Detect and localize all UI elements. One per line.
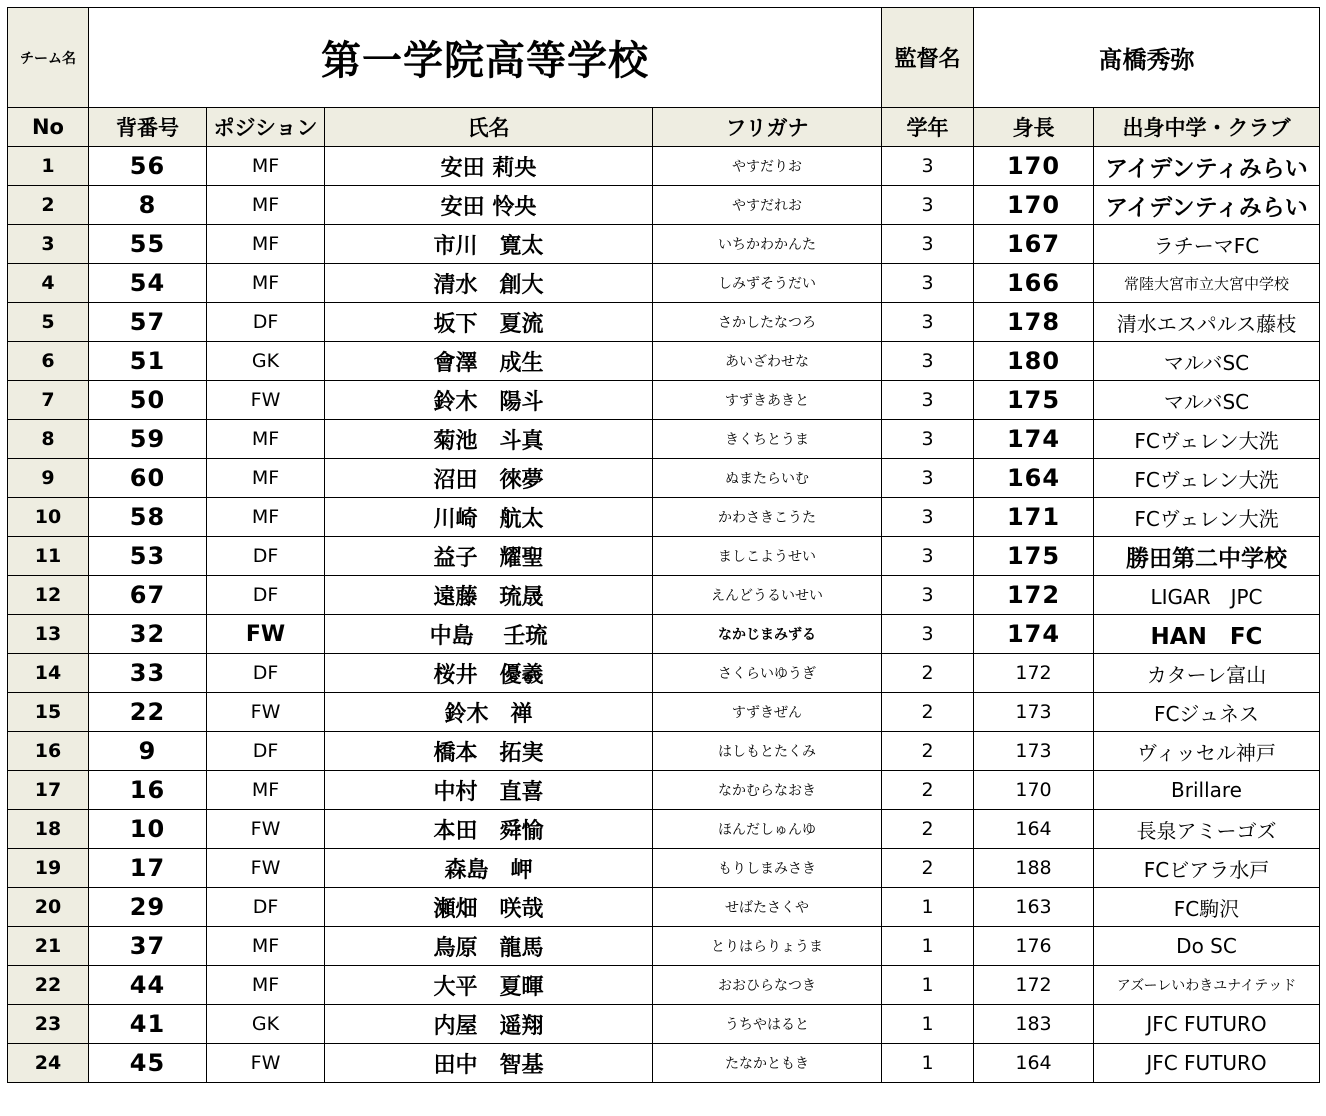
player-position: GK — [207, 1005, 325, 1044]
player-kana: やすだりお — [653, 147, 882, 186]
player-grade: 3 — [882, 381, 974, 420]
jersey-number: 51 — [89, 342, 207, 381]
column-header-height: 身長 — [974, 108, 1094, 147]
player-kana: きくちとうま — [653, 420, 882, 459]
player-kana: はしもとたくみ — [653, 732, 882, 771]
column-header-no: No — [8, 108, 89, 147]
player-position: GK — [207, 342, 325, 381]
player-height: 166 — [974, 264, 1094, 303]
jersey-number: 53 — [89, 537, 207, 576]
player-name: 中村 直喜 — [325, 771, 653, 810]
player-kana: たなかともき — [653, 1044, 882, 1083]
table-row — [8, 576, 1320, 615]
player-no: 3 — [8, 225, 89, 264]
player-name: 坂下 夏流 — [325, 303, 653, 342]
player-height: 176 — [974, 927, 1094, 966]
player-kana: えんどうるいせい — [653, 576, 882, 615]
table-row — [8, 732, 1320, 771]
jersey-number: 33 — [89, 654, 207, 693]
player-club: JFC FUTURO — [1094, 1044, 1320, 1083]
jersey-number: 44 — [89, 966, 207, 1005]
player-club: アズーレいわきユナイテッド — [1094, 966, 1320, 1005]
player-no: 11 — [8, 537, 89, 576]
player-name: 益子 耀聖 — [325, 537, 653, 576]
player-no: 17 — [8, 771, 89, 810]
table-row — [8, 693, 1320, 732]
player-club: FC駒沢 — [1094, 888, 1320, 927]
player-height: 164 — [974, 1044, 1094, 1083]
player-position: DF — [207, 576, 325, 615]
player-no: 22 — [8, 966, 89, 1005]
header-row — [8, 8, 1320, 108]
player-no: 9 — [8, 459, 89, 498]
player-club: FCヴェレン大洗 — [1094, 498, 1320, 537]
player-grade: 2 — [882, 732, 974, 771]
player-club: ラチーマFC — [1094, 225, 1320, 264]
player-grade: 3 — [882, 576, 974, 615]
player-kana: もりしまみさき — [653, 849, 882, 888]
player-club: FCビアラ水戸 — [1094, 849, 1320, 888]
player-height: 163 — [974, 888, 1094, 927]
player-name: 森島 岬 — [325, 849, 653, 888]
player-position: MF — [207, 225, 325, 264]
player-no: 16 — [8, 732, 89, 771]
player-position: MF — [207, 927, 325, 966]
player-name: 安田 莉央 — [325, 147, 653, 186]
player-no: 14 — [8, 654, 89, 693]
player-height: 172 — [974, 654, 1094, 693]
player-name: 鈴木 禅 — [325, 693, 653, 732]
player-position: MF — [207, 264, 325, 303]
player-no: 1 — [8, 147, 89, 186]
player-position: MF — [207, 147, 325, 186]
table-row — [8, 147, 1320, 186]
player-height: 164 — [974, 459, 1094, 498]
player-grade: 2 — [882, 810, 974, 849]
player-height: 171 — [974, 498, 1094, 537]
player-height: 174 — [974, 420, 1094, 459]
column-header-row — [8, 108, 1320, 147]
player-club: 常陸大宮市立大宮中学校 — [1094, 264, 1320, 303]
player-position: MF — [207, 771, 325, 810]
coach-name: 髙橋秀弥 — [974, 8, 1320, 108]
player-kana: なかむらなおき — [653, 771, 882, 810]
column-header-name: 氏名 — [325, 108, 653, 147]
jersey-number: 29 — [89, 888, 207, 927]
player-name: 内屋 遥翔 — [325, 1005, 653, 1044]
player-name: 遠藤 琉晟 — [325, 576, 653, 615]
column-header-number: 背番号 — [89, 108, 207, 147]
player-kana: うちやはると — [653, 1005, 882, 1044]
table-row — [8, 225, 1320, 264]
player-position: MF — [207, 459, 325, 498]
player-height: 173 — [974, 693, 1094, 732]
player-name: 鈴木 陽斗 — [325, 381, 653, 420]
table-row — [8, 186, 1320, 225]
table-row — [8, 264, 1320, 303]
player-no: 23 — [8, 1005, 89, 1044]
player-grade: 3 — [882, 420, 974, 459]
team-label: チーム名 — [8, 8, 89, 108]
player-club: JFC FUTURO — [1094, 1005, 1320, 1044]
player-grade: 3 — [882, 615, 974, 654]
player-club: FCジュネス — [1094, 693, 1320, 732]
player-grade: 1 — [882, 927, 974, 966]
player-grade: 3 — [882, 537, 974, 576]
table-row — [8, 342, 1320, 381]
player-club: アイデンティみらい — [1094, 147, 1320, 186]
player-height: 170 — [974, 147, 1094, 186]
player-kana: かわさきこうた — [653, 498, 882, 537]
player-grade: 2 — [882, 771, 974, 810]
player-name: 中島 壬琉 — [325, 615, 653, 654]
player-position: DF — [207, 537, 325, 576]
player-name: 橋本 拓実 — [325, 732, 653, 771]
school-name: 第一学院高等学校 — [89, 8, 882, 108]
player-kana: ましこようせい — [653, 537, 882, 576]
table-row — [8, 966, 1320, 1005]
roster-table — [7, 7, 1320, 1083]
jersey-number: 45 — [89, 1044, 207, 1083]
player-no: 2 — [8, 186, 89, 225]
player-club: LIGAR JPC — [1094, 576, 1320, 615]
player-height: 175 — [974, 381, 1094, 420]
player-position: DF — [207, 888, 325, 927]
player-position: FW — [207, 693, 325, 732]
player-kana: ぬまたらいむ — [653, 459, 882, 498]
jersey-number: 67 — [89, 576, 207, 615]
player-kana: なかじまみずる — [653, 615, 882, 654]
player-no: 8 — [8, 420, 89, 459]
player-grade: 3 — [882, 264, 974, 303]
player-grade: 1 — [882, 888, 974, 927]
player-grade: 3 — [882, 303, 974, 342]
player-no: 20 — [8, 888, 89, 927]
player-club: Do SC — [1094, 927, 1320, 966]
player-grade: 3 — [882, 342, 974, 381]
player-club: 勝田第二中学校 — [1094, 537, 1320, 576]
jersey-number: 56 — [89, 147, 207, 186]
table-row — [8, 303, 1320, 342]
table-row — [8, 615, 1320, 654]
player-grade: 3 — [882, 498, 974, 537]
player-no: 18 — [8, 810, 89, 849]
player-height: 188 — [974, 849, 1094, 888]
table-row — [8, 654, 1320, 693]
player-position: DF — [207, 732, 325, 771]
player-height: 172 — [974, 966, 1094, 1005]
table-row — [8, 498, 1320, 537]
player-no: 7 — [8, 381, 89, 420]
player-position: FW — [207, 810, 325, 849]
table-row — [8, 420, 1320, 459]
player-no: 12 — [8, 576, 89, 615]
player-club: 清水エスパルス藤枝 — [1094, 303, 1320, 342]
coach-label: 監督名 — [882, 8, 974, 108]
table-row — [8, 1005, 1320, 1044]
table-row — [8, 849, 1320, 888]
player-grade: 2 — [882, 693, 974, 732]
player-grade: 1 — [882, 1044, 974, 1083]
player-club: 長泉アミーゴズ — [1094, 810, 1320, 849]
jersey-number: 17 — [89, 849, 207, 888]
jersey-number: 32 — [89, 615, 207, 654]
player-club: アイデンティみらい — [1094, 186, 1320, 225]
player-grade: 3 — [882, 186, 974, 225]
table-row — [8, 381, 1320, 420]
player-grade: 3 — [882, 459, 974, 498]
table-row — [8, 537, 1320, 576]
player-name: 大平 夏暉 — [325, 966, 653, 1005]
column-header-position: ポジション — [207, 108, 325, 147]
player-height: 174 — [974, 615, 1094, 654]
player-no: 10 — [8, 498, 89, 537]
player-name: 安田 怜央 — [325, 186, 653, 225]
player-kana: せばたさくや — [653, 888, 882, 927]
jersey-number: 55 — [89, 225, 207, 264]
player-name: 田中 智基 — [325, 1044, 653, 1083]
player-grade: 2 — [882, 654, 974, 693]
player-position: MF — [207, 966, 325, 1005]
jersey-number: 16 — [89, 771, 207, 810]
player-height: 178 — [974, 303, 1094, 342]
jersey-number: 37 — [89, 927, 207, 966]
player-height: 183 — [974, 1005, 1094, 1044]
player-grade: 3 — [882, 147, 974, 186]
player-kana: ほんだしゅんゆ — [653, 810, 882, 849]
player-height: 164 — [974, 810, 1094, 849]
player-name: 清水 創大 — [325, 264, 653, 303]
player-no: 19 — [8, 849, 89, 888]
player-no: 13 — [8, 615, 89, 654]
jersey-number: 60 — [89, 459, 207, 498]
player-kana: すずきぜん — [653, 693, 882, 732]
player-height: 173 — [974, 732, 1094, 771]
player-name: 市川 寛太 — [325, 225, 653, 264]
player-kana: さかしたなつろ — [653, 303, 882, 342]
player-position: FW — [207, 1044, 325, 1083]
player-name: 本田 舜愉 — [325, 810, 653, 849]
player-name: 桜井 優羲 — [325, 654, 653, 693]
player-club: FCヴェレン大洗 — [1094, 459, 1320, 498]
table-row — [8, 888, 1320, 927]
table-row — [8, 771, 1320, 810]
player-position: FW — [207, 381, 325, 420]
player-position: FW — [207, 849, 325, 888]
player-kana: あいざわせな — [653, 342, 882, 381]
jersey-number: 41 — [89, 1005, 207, 1044]
player-no: 6 — [8, 342, 89, 381]
player-no: 24 — [8, 1044, 89, 1083]
column-header-club: 出身中学・クラブ — [1094, 108, 1320, 147]
player-kana: しみずそうだい — [653, 264, 882, 303]
player-height: 180 — [974, 342, 1094, 381]
column-header-kana: フリガナ — [653, 108, 882, 147]
player-grade: 1 — [882, 966, 974, 1005]
column-header-grade: 学年 — [882, 108, 974, 147]
player-position: MF — [207, 498, 325, 537]
player-height: 172 — [974, 576, 1094, 615]
player-position: DF — [207, 303, 325, 342]
jersey-number: 8 — [89, 186, 207, 225]
player-kana: やすだれお — [653, 186, 882, 225]
player-name: 沼田 徠夢 — [325, 459, 653, 498]
player-club: HAN FC — [1094, 615, 1320, 654]
jersey-number: 50 — [89, 381, 207, 420]
player-club: Brillare — [1094, 771, 1320, 810]
player-grade: 1 — [882, 1005, 974, 1044]
player-height: 167 — [974, 225, 1094, 264]
player-grade: 3 — [882, 225, 974, 264]
player-height: 175 — [974, 537, 1094, 576]
jersey-number: 22 — [89, 693, 207, 732]
player-club: ヴィッセル神戸 — [1094, 732, 1320, 771]
player-no: 21 — [8, 927, 89, 966]
jersey-number: 59 — [89, 420, 207, 459]
player-kana: おおひらなつき — [653, 966, 882, 1005]
player-height: 170 — [974, 771, 1094, 810]
player-position: MF — [207, 186, 325, 225]
player-name: 會澤 成生 — [325, 342, 653, 381]
table-row — [8, 810, 1320, 849]
table-row — [8, 459, 1320, 498]
player-kana: とりはらりょうま — [653, 927, 882, 966]
player-position: MF — [207, 420, 325, 459]
player-kana: すずきあきと — [653, 381, 882, 420]
player-club: マルバSC — [1094, 381, 1320, 420]
player-kana: さくらいゆうぎ — [653, 654, 882, 693]
jersey-number: 54 — [89, 264, 207, 303]
player-grade: 2 — [882, 849, 974, 888]
player-name: 鳥原 龍馬 — [325, 927, 653, 966]
player-kana: いちかわかんた — [653, 225, 882, 264]
table-row — [8, 1044, 1320, 1083]
player-name: 川崎 航太 — [325, 498, 653, 537]
jersey-number: 10 — [89, 810, 207, 849]
player-position: DF — [207, 654, 325, 693]
jersey-number: 9 — [89, 732, 207, 771]
player-club: カターレ富山 — [1094, 654, 1320, 693]
player-name: 菊池 斗真 — [325, 420, 653, 459]
player-club: FCヴェレン大洗 — [1094, 420, 1320, 459]
table-row — [8, 927, 1320, 966]
player-club: マルバSC — [1094, 342, 1320, 381]
player-height: 170 — [974, 186, 1094, 225]
player-no: 4 — [8, 264, 89, 303]
jersey-number: 57 — [89, 303, 207, 342]
player-position: FW — [207, 615, 325, 654]
player-no: 15 — [8, 693, 89, 732]
player-name: 瀬畑 咲哉 — [325, 888, 653, 927]
player-no: 5 — [8, 303, 89, 342]
jersey-number: 58 — [89, 498, 207, 537]
